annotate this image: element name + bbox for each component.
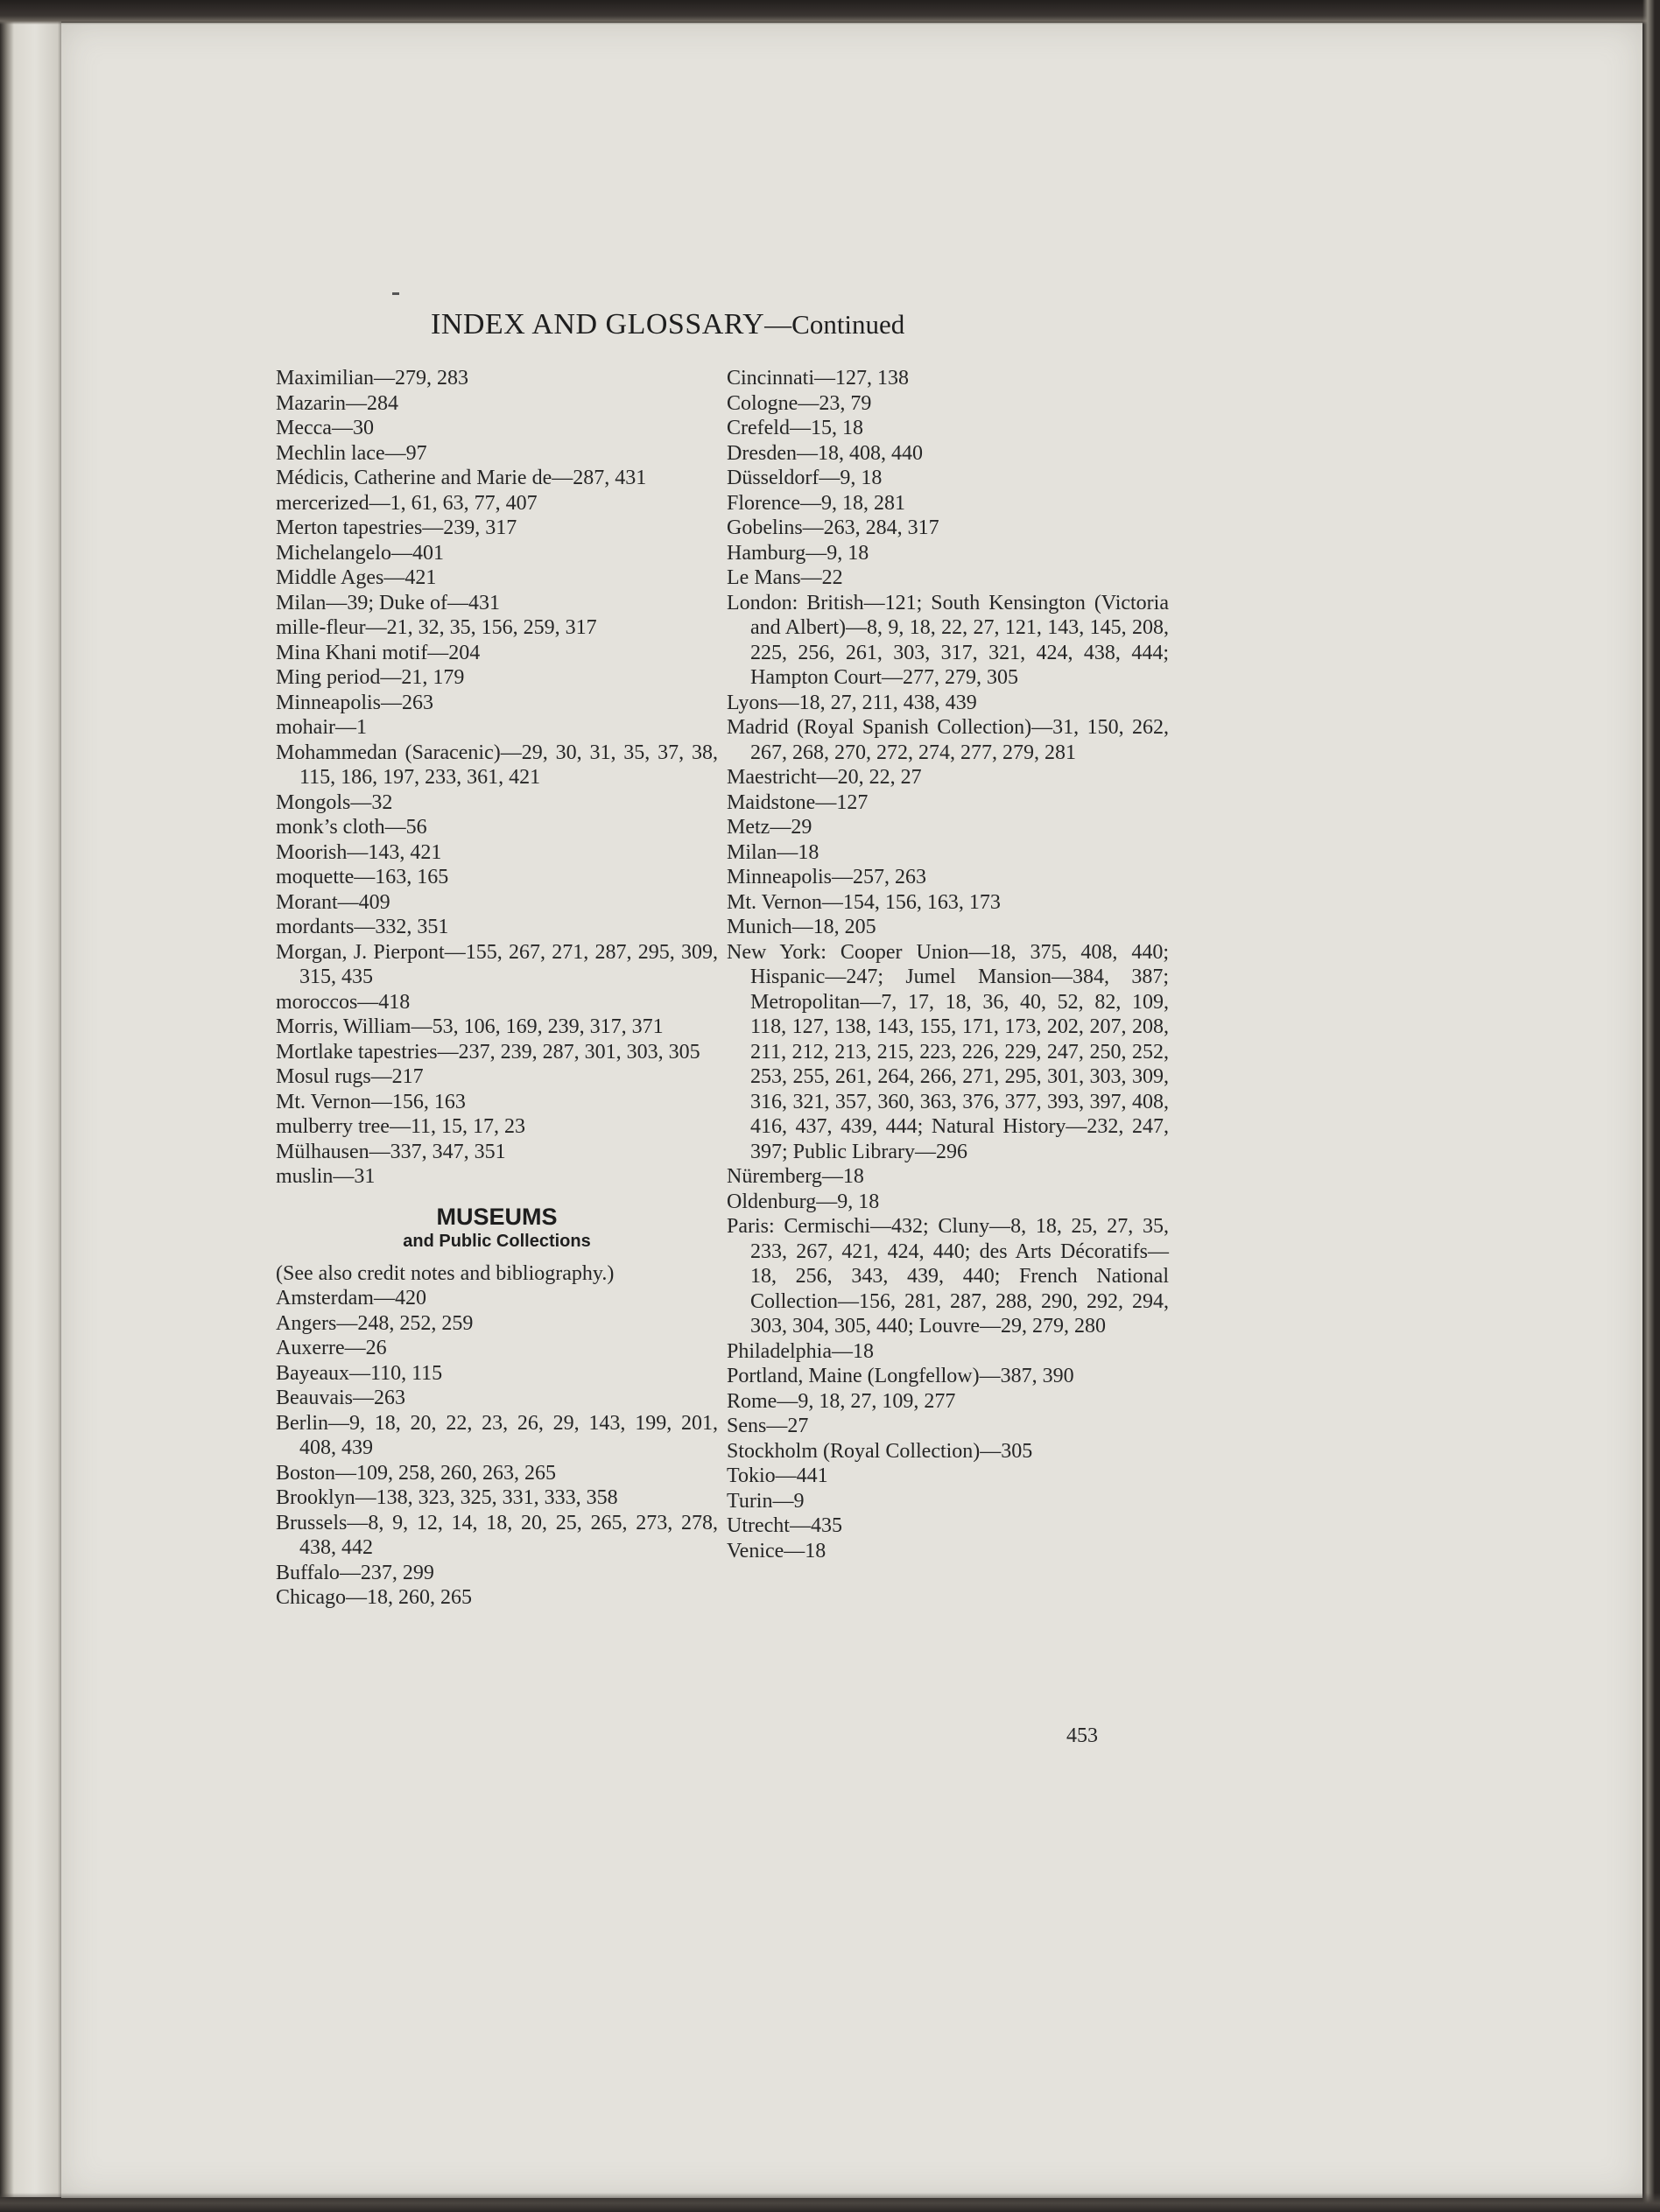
index-entry: Maidstone—127 [727, 790, 869, 814]
index-entry: Mecca—30 [276, 417, 374, 439]
heading-continued: —Continued [764, 309, 905, 340]
index-entry: Maestricht—20, 22, 27 [727, 766, 922, 789]
index-entry: Brussels—8, 9, 12, 14, 18, 20, 25, 265, 273, 278, 438, 442 [276, 1511, 718, 1559]
index-entry: Philadelphia—18 [727, 1339, 874, 1363]
index-entry: Metz—29 [727, 816, 812, 839]
index-entry: Crefeld—15, 18 [727, 417, 863, 439]
index-entry: Merton tapestries—239, 317 [276, 516, 517, 539]
index-entry: Bayeaux—110, 115 [276, 1361, 443, 1385]
index-entry: Milan—39; Duke of—431 [276, 591, 500, 614]
index-entry: Mt. Vernon—154, 156, 163, 173 [727, 890, 1001, 914]
index-entry: Middle Ages—421 [276, 566, 437, 589]
section-subtitle: and Public Collections [403, 1231, 591, 1251]
top-edge [0, 0, 1660, 25]
index-entry: mohair—1 [276, 716, 367, 739]
index-entry: Minneapolis—263 [276, 691, 433, 714]
index-entry: Ming period—21, 179 [276, 666, 465, 689]
index-entry: Nüremberg—18 [727, 1165, 864, 1188]
left-column [276, 366, 718, 1611]
index-entry: Mosul rugs—217 [276, 1065, 424, 1088]
section-title: MUSEUMS [436, 1203, 558, 1230]
index-entry: Auxerre—26 [276, 1337, 387, 1359]
index-entry: Hamburg—9, 18 [727, 541, 869, 565]
index-entry: Dresden—18, 408, 440 [727, 441, 923, 465]
index-entry: mercerized—1, 61, 63, 77, 407 [276, 491, 538, 515]
index-entry: London: British—121; South Kensington (Victoria and Albert)—8, 9, 18, 22, 27, 121, 143, 145, 208, 225, 256, 261, 303, 317, 321, 424, 438, 444; Hampton Court—277, 279, 305 [727, 591, 1169, 689]
heading-main: INDEX AND GLOSSARY [431, 308, 765, 341]
index-entry: Boston—109, 258, 260, 263, 265 [276, 1461, 557, 1485]
index-entry: Tokio—441 [727, 1464, 828, 1487]
index-entry: Le Mans—22 [727, 566, 843, 589]
index-entry: mordants—332, 351 [276, 916, 449, 938]
index-entry: Mina Khani motif—204 [276, 641, 481, 664]
index-entry: mille-fleur—21, 32, 35, 156, 259, 317 [276, 616, 597, 639]
index-entry: Florence—9, 18, 281 [727, 491, 905, 515]
index-entry: Rome—9, 18, 27, 109, 277 [727, 1389, 956, 1413]
index-entry: Mt. Vernon—156, 163 [276, 1090, 466, 1113]
right-edge [1642, 0, 1660, 2212]
index-entry: Düsseldorf—9, 18 [727, 467, 883, 489]
index-entry: Milan—18 [727, 840, 819, 864]
index-entry: Buffalo—237, 299 [276, 1561, 434, 1584]
index-entry: Mohammedan (Saracenic)—29, 30, 31, 35, 37, 38, 115, 186, 197, 233, 361, 421 [276, 741, 718, 789]
index-entry: New York: Cooper Union—18, 375, 408, 440; Hispanic—247; Jumel Mansion—384, 387; Metropolitan—7, 17, 18, 36, 40, 52, 82, 109, 118, 127, 138, 143, 155, 171, 173, 202, 207, 208, 211, 212, 213, 215, 223, 226, 229, 247, 250, 252, 253, 255, 261, 264, 266, 271, 295, 301, 303, 309, 316, 321, 357, 360, 363, 376, 377, 393, 397, 408, 416, 437, 439, 444; Natural History—232, 247, 397; Public Library—296 [727, 940, 1169, 1163]
index-entry: Morant—409 [276, 890, 390, 914]
print-speck [392, 292, 399, 295]
index-entry: Cologne—23, 79 [727, 391, 872, 415]
index-entry: Stockholm (Royal Collection)—305 [727, 1439, 1033, 1463]
index-entry: Oldenburg—9, 18 [727, 1190, 880, 1213]
index-entry: Mechlin lace—97 [276, 441, 427, 465]
index-entry: Beauvais—263 [276, 1387, 405, 1409]
index-entry: mulberry tree—11, 15, 17, 23 [276, 1115, 526, 1138]
index-entry: muslin—31 [276, 1165, 376, 1188]
index-entry: Venice—18 [727, 1539, 826, 1562]
index-entry: Maximilian—279, 283 [276, 367, 468, 390]
book-spine [0, 9, 61, 2197]
index-entry: Morris, William—53, 106, 169, 239, 317, 371 [276, 1015, 664, 1038]
page-number: 453 [1066, 1724, 1098, 1747]
right-column [727, 366, 1169, 1563]
index-entry: Mülhausen—337, 347, 351 [276, 1140, 506, 1163]
index-entry: Chicago—18, 260, 265 [276, 1586, 472, 1609]
index-entry: monk’s cloth—56 [276, 816, 427, 839]
index-entry: moquette—163, 165 [276, 866, 449, 888]
index-entry: Berlin—9, 18, 20, 22, 23, 26, 29, 143, 199, 201, 408, 439 [276, 1411, 718, 1459]
index-entry: Utrecht—435 [727, 1514, 842, 1537]
index-entry: Minneapolis—257, 263 [727, 866, 926, 888]
index-entry: Moorish—143, 421 [276, 840, 442, 864]
section-note: (See also credit notes and bibliography.) [276, 1261, 615, 1285]
index-entry: Morgan, J. Pierpont—155, 267, 271, 287, 295, 309, 315, 435 [276, 940, 718, 988]
index-entry: Turin—9 [727, 1489, 805, 1513]
bottom-edge [0, 2193, 1660, 2212]
index-entry: Mortlake tapestries—237, 239, 287, 301, 303, 305 [276, 1040, 700, 1064]
index-entry: Mazarin—284 [276, 391, 398, 415]
index-entry: Angers—248, 252, 259 [276, 1311, 474, 1335]
index-entry: Brooklyn—138, 323, 325, 331, 333, 358 [276, 1486, 618, 1509]
index-entry: Amsterdam—420 [276, 1287, 426, 1310]
index-entry: Médicis, Catherine and Marie de—287, 431 [276, 467, 647, 489]
index-entry: Portland, Maine (Longfellow)—387, 390 [727, 1365, 1074, 1387]
index-entry: Michelangelo—401 [276, 541, 444, 565]
index-entry: Sens—27 [727, 1415, 809, 1437]
index-entry: Lyons—18, 27, 211, 438, 439 [727, 691, 977, 714]
index-entry: Madrid (Royal Spanish Collection)—31, 150, 262, 267, 268, 270, 272, 274, 277, 279, 281 [727, 716, 1169, 764]
index-entry: Gobelins—263, 284, 317 [727, 516, 939, 539]
page-heading [431, 308, 991, 341]
index-entry: Paris: Cermischi—432; Cluny—8, 18, 25, 27, 35, 233, 267, 421, 424, 440; des Arts Décoratifs—18, 256, 343, 439, 440; French National Collection—156, 281, 287, 288, 290, 292, 294, 303, 304, 305, 440; Louvre—29, 279, 280 [727, 1215, 1169, 1338]
index-entry: Cincinnati—127, 138 [727, 367, 909, 390]
index-entry: Mongols—32 [276, 790, 393, 814]
index-entry: moroccos—418 [276, 990, 411, 1014]
index-entry: Munich—18, 205 [727, 916, 876, 938]
